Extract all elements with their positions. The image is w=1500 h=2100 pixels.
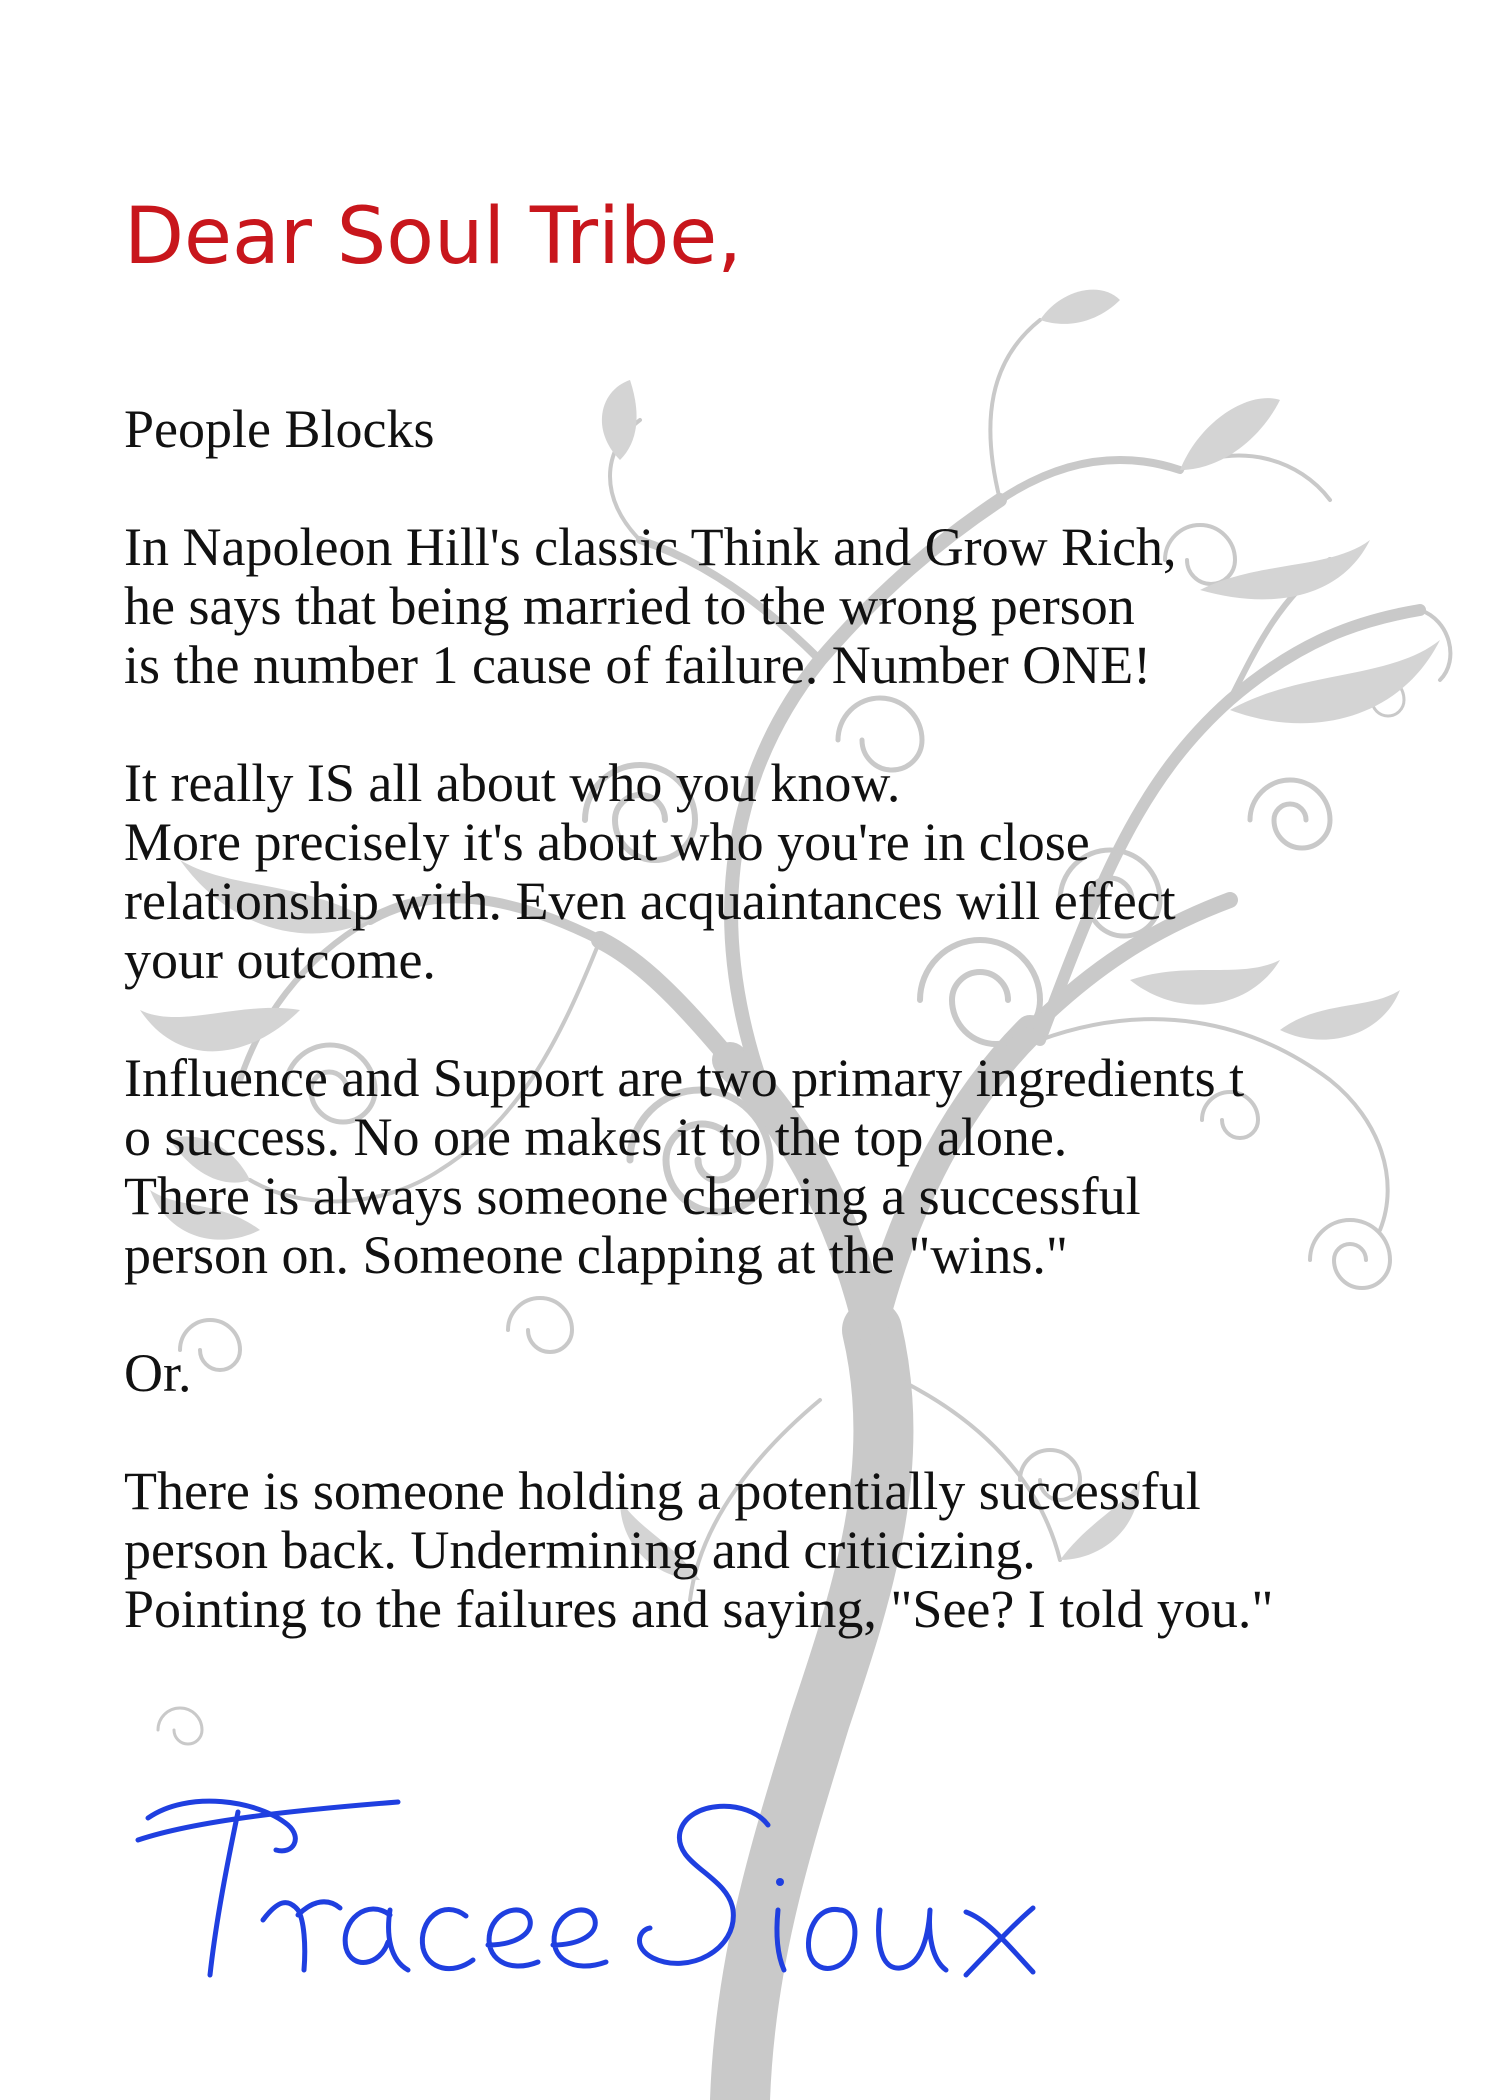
letter-paragraph: In Napoleon Hill's classic Think and Grow Rich, he says that being married to the wrong person is the number 1 cause of failure. Number ONE! xyxy=(124,517,1177,695)
letter-paragraph: Or. xyxy=(124,1343,192,1403)
letter-subject: People Blocks xyxy=(124,399,435,459)
letter-paragraph: There is someone holding a potentially successful person back. Undermining and criticizing. Pointing to the failures and saying, "See? I told you." xyxy=(124,1461,1274,1639)
letter-paragraph: It really IS all about who you know. More precisely it's about who you're in close relationship with. Even acquaintances will effect your outcome. xyxy=(124,753,1176,990)
greeting-heading: Dear Soul Tribe, xyxy=(124,192,743,282)
letter-paragraph: Influence and Support are two primary ingredients t o success. No one makes it to the top alone. There is always someone cheering a successful person on. Someone clapping at the "wins." xyxy=(124,1048,1245,1285)
signature-image xyxy=(128,1770,1088,2000)
letter-body xyxy=(124,400,1394,1639)
